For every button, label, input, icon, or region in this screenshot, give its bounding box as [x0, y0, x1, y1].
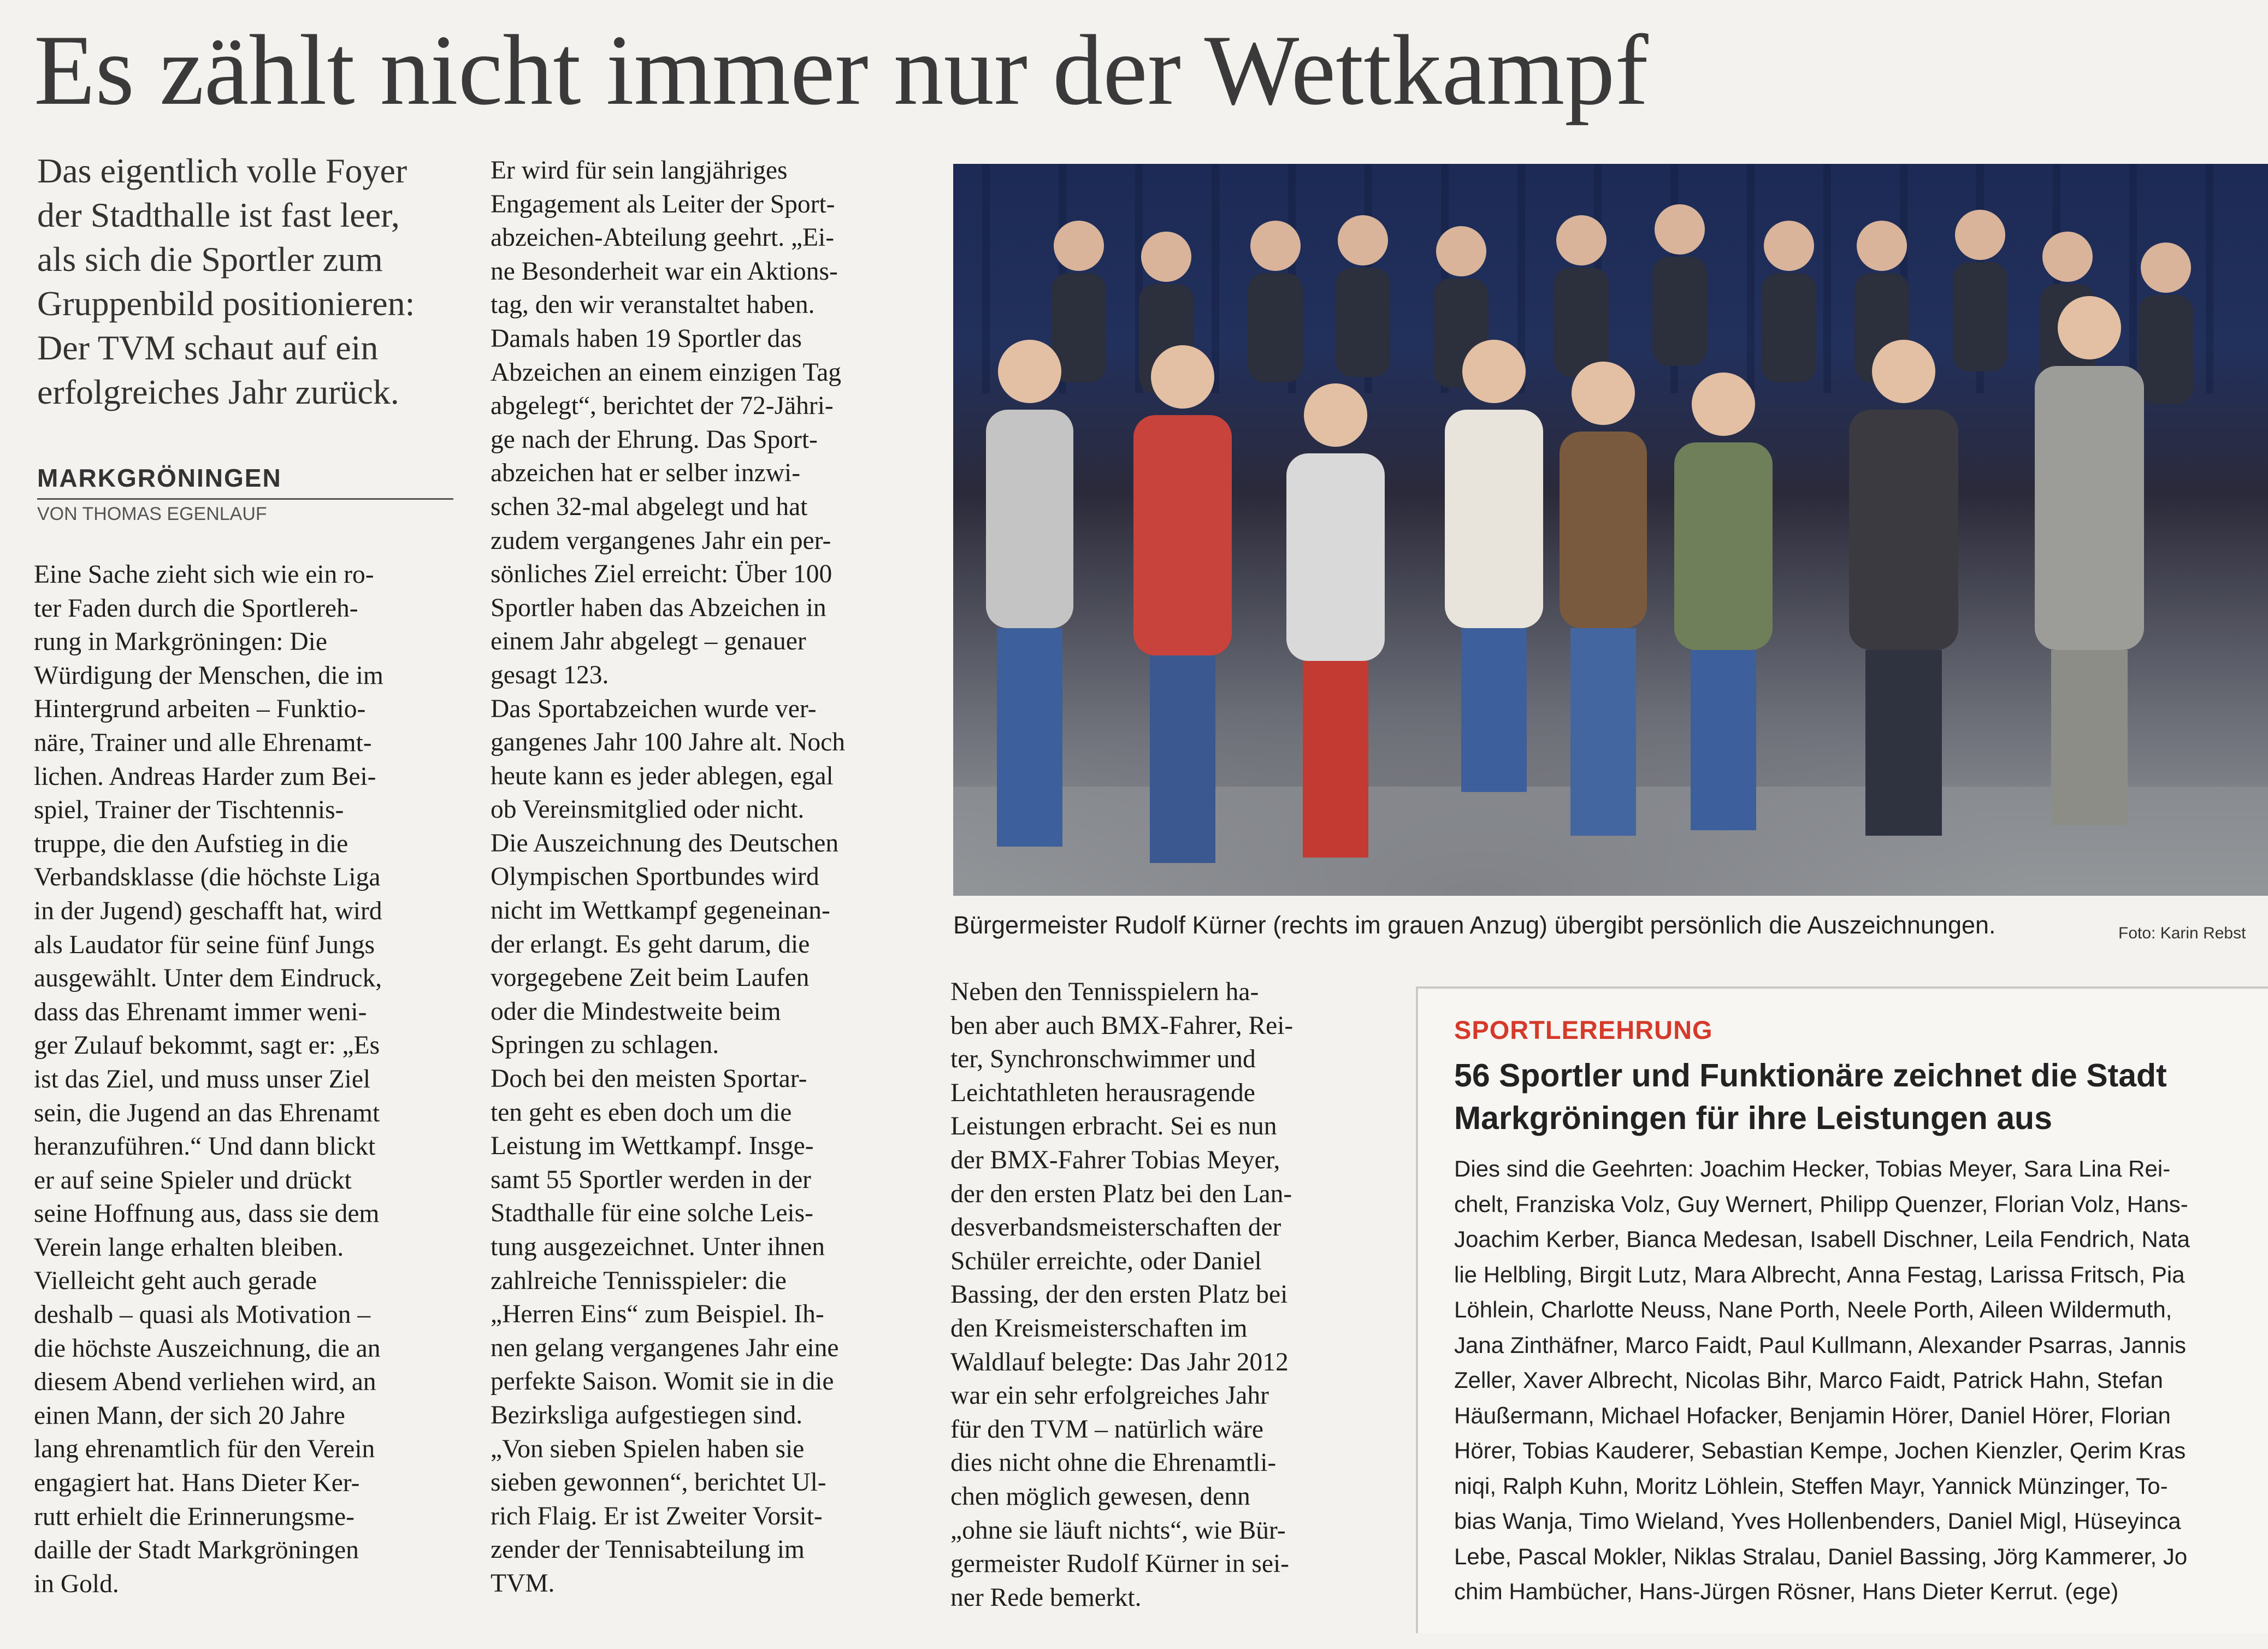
text-line: war ein sehr erfolgreiches Jahr: [950, 1381, 1269, 1410]
text-line: sieben gewonnen“, berichtet Ul-: [491, 1468, 826, 1497]
headline: Es zählt nicht immer nur der Wettkampf: [34, 14, 1649, 126]
text-line: samt 55 Sportler werden in der: [491, 1165, 812, 1194]
text-line: heranzuführen.“ Und dann blickt: [34, 1132, 376, 1161]
group-photo-illustration: [953, 164, 2268, 896]
photo-caption: Bürgermeister Rudolf Kürner (rechts im grauen Anzug) übergibt persönlich die Auszeichnungen.: [953, 911, 1996, 939]
text-line: zudem vergangenes Jahr ein per-: [491, 526, 831, 555]
text-line: nicht im Wettkampf gegeneinan-: [491, 896, 830, 925]
text-line: Bassing, der den ersten Platz bei: [950, 1280, 1288, 1309]
infobox-kicker: SPORTLEREHRUNG: [1454, 1015, 1713, 1044]
text-line: ter, Synchronschwimmer und: [950, 1045, 1256, 1074]
text-line: Löhlein, Charlotte Neuss, Nane Porth, Neele Porth, Aileen Wildermuth,: [1454, 1297, 2172, 1322]
text-line: Er wird für sein langjähriges: [491, 156, 788, 185]
text-line: tung ausgezeichnet. Unter ihnen: [491, 1233, 825, 1261]
text-line: deshalb – quasi als Motivation –: [34, 1301, 371, 1329]
text-line: Hörer, Tobias Kauderer, Sebastian Kempe, Jochen Kienzler, Qerim Kras: [1454, 1438, 2186, 1463]
text-line: perfekte Saison. Womit sie in die: [491, 1367, 834, 1396]
text-line: vorgegebene Zeit beim Laufen: [491, 964, 810, 992]
text-line: als Laudator für seine fünf Jungs: [34, 930, 375, 959]
text-line: ob Vereinsmitglied oder nicht.: [491, 795, 805, 824]
text-line: niqi, Ralph Kuhn, Moritz Löhlein, Steffen Mayr, Yannick Münzinger, To-: [1454, 1473, 2168, 1499]
text-line: ner Rede bemerkt.: [950, 1583, 1142, 1612]
text-line: chelt, Franziska Volz, Guy Wernert, Philipp Quenzer, Florian Volz, Hans-: [1454, 1191, 2188, 1217]
author-byline: VON THOMAS EGENLAUF: [37, 504, 267, 524]
text-line: er auf seine Spieler und drückt: [34, 1166, 352, 1195]
text-line: Hintergrund arbeiten – Funktio-: [34, 695, 366, 724]
text-line: ter Faden durch die Sportlereh-: [34, 594, 358, 623]
text-line: Leichtathleten herausragende: [950, 1078, 1255, 1107]
text-line: gangenes Jahr 100 Jahre alt. Noch: [491, 728, 845, 757]
text-line: den Kreismeisterschaften im: [950, 1314, 1248, 1343]
text-line: TVM.: [491, 1569, 555, 1598]
article-column-3: [950, 976, 1371, 1615]
text-line: desverbandsmeisterschaften der: [950, 1213, 1281, 1242]
text-line: Waldlauf belegte: Das Jahr 2012: [950, 1347, 1289, 1376]
text-line: rutt erhielt die Erinnerungsme-: [34, 1502, 355, 1531]
text-line: „Von sieben Spielen haben sie: [491, 1434, 805, 1463]
text-line: Springen zu schlagen.: [491, 1031, 719, 1060]
text-line: Vielleicht geht auch gerade: [34, 1267, 317, 1296]
intro-text: Das eigentlich volle Foyer der Stadthalle ist fast leer, als sich die Sportler zum Gruppenbild positionieren: Der TVM schaut auf ein erfolgreiches Jahr zurück.: [37, 151, 415, 411]
text-line: rich Flaig. Er ist Zweiter Vorsit-: [491, 1502, 823, 1530]
text-line: Häußermann, Michael Hofacker, Benjamin Hörer, Daniel Hörer, Florian: [1454, 1402, 2171, 1428]
text-line: chim Hambücher, Hans-Jürgen Rösner, Hans Dieter Kerrut. (ege): [1454, 1579, 2119, 1604]
text-line: sönliches Ziel erreicht: Über 100: [491, 560, 832, 589]
text-line: chen möglich gewesen, denn: [950, 1482, 1250, 1511]
text-line: in Gold.: [34, 1569, 119, 1598]
text-line: Jana Zinthäfner, Marco Faidt, Paul Kullmann, Alexander Psarras, Jannis: [1454, 1332, 2187, 1358]
article-column-1: [34, 558, 454, 1601]
text-line: ist das Ziel, und muss unser Ziel: [34, 1065, 371, 1094]
text-line: schen 32-mal abgelegt und hat: [491, 492, 808, 521]
honorees-infobox: [1416, 986, 2268, 1633]
photo-credit: Foto: Karin Rebst: [2118, 924, 2246, 942]
text-line: der den ersten Platz bei den Lan-: [950, 1179, 1292, 1208]
text-line: Damals haben 19 Sportler das: [491, 324, 802, 353]
text-line: Bezirksliga aufgestiegen sind.: [491, 1400, 803, 1429]
text-line: Stadthalle für eine solche Leis-: [491, 1199, 813, 1228]
text-line: „ohne sie läuft nichts“, wie Bür-: [950, 1516, 1286, 1545]
text-line: dass das Ehrenamt immer weni-: [34, 997, 367, 1026]
text-line: einem Jahr abgelegt – genauer: [491, 627, 806, 656]
text-line: rung in Markgröningen: Die: [34, 628, 327, 657]
text-line: ten geht es eben doch um die: [491, 1098, 792, 1127]
text-line: gesagt 123.: [491, 660, 609, 689]
text-line: Sportler haben das Abzeichen in: [491, 593, 826, 622]
text-line: Eine Sache zieht sich wie ein ro-: [34, 560, 374, 589]
text-line: tag, den wir veranstaltet haben.: [491, 291, 815, 320]
text-line: ben aber auch BMX-Fahrer, Rei-: [950, 1011, 1294, 1040]
text-line: Dies sind die Geehrten: Joachim Hecker, Tobias Meyer, Sara Lina Rei-: [1454, 1156, 2171, 1181]
text-line: für den TVM – natürlich wäre: [950, 1415, 1263, 1444]
text-line: Die Auszeichnung des Deutschen: [491, 829, 839, 858]
text-line: Doch bei den meisten Sportar-: [491, 1065, 807, 1094]
text-line: lang ehrenamtlich für den Verein: [34, 1435, 375, 1464]
text-line: näre, Trainer und alle Ehrenamt-: [34, 728, 372, 757]
text-line: seine Hoffnung aus, dass sie dem: [34, 1199, 380, 1228]
text-line: zahlreiche Tennisspieler: die: [491, 1266, 787, 1295]
text-line: der BMX-Fahrer Tobias Meyer,: [950, 1145, 1280, 1174]
text-line: Verbandsklasse (die höchste Liga: [34, 863, 381, 892]
text-line: die höchste Auszeichnung, die an: [34, 1334, 381, 1363]
text-line: diesem Abend verliehen wird, an: [34, 1368, 376, 1397]
text-line: Abzeichen an einem einzigen Tag: [491, 358, 842, 387]
text-line: Zeller, Xaver Albrecht, Nicolas Bihr, Marco Faidt, Patrick Hahn, Stefan: [1454, 1367, 2163, 1393]
text-line: ger Zulauf bekommt, sagt er: „Es: [34, 1031, 380, 1060]
text-line: abgelegt“, berichtet der 72-Jähri-: [491, 392, 834, 421]
text-line: ne Besonderheit war ein Aktions-: [491, 257, 838, 286]
text-line: bias Wanja, Timo Wieland, Yves Hollenbenders, Daniel Migl, Hüseyinca: [1454, 1508, 2181, 1534]
text-line: ausgewählt. Unter dem Eindruck,: [34, 964, 382, 993]
text-line: in der Jugend) geschafft hat, wird: [34, 896, 382, 925]
article-column-2: [491, 154, 911, 1601]
text-line: Leistung im Wettkampf. Insge-: [491, 1132, 814, 1161]
text-line: Joachim Kerber, Bianca Medesan, Isabell Dischner, Leila Fendrich, Nata: [1454, 1226, 2190, 1252]
text-line: heute kann es jeder ablegen, egal: [491, 761, 834, 790]
text-line: oder die Mindestweite beim: [491, 997, 781, 1026]
text-line: der erlangt. Es geht darum, die: [491, 930, 810, 959]
text-line: nen gelang vergangenes Jahr eine: [491, 1333, 839, 1362]
text-line: daille der Stadt Markgröningen: [34, 1536, 359, 1565]
text-line: Das Sportabzeichen wurde ver-: [491, 694, 817, 723]
text-line: einen Mann, der sich 20 Jahre: [34, 1401, 345, 1430]
text-line: Verein lange erhalten bleiben.: [34, 1233, 344, 1262]
text-line: truppe, die den Aufstieg in die: [34, 829, 349, 858]
text-line: sein, die Jugend an das Ehrenamt: [34, 1098, 380, 1127]
text-line: Schüler erreichte, oder Daniel: [950, 1246, 1262, 1275]
text-line: Engagement als Leiter der Sport-: [491, 190, 835, 218]
dateline-divider: [37, 498, 453, 500]
text-line: „Herren Eins“ zum Beispiel. Ih-: [491, 1300, 824, 1329]
infobox-title: 56 Sportler und Funktionäre zeichnet die Stadt Markgröningen für ihre Leistungen aus: [1454, 1057, 2167, 1136]
text-line: lichen. Andreas Harder zum Bei-: [34, 762, 376, 791]
text-line: Leistungen erbracht. Sei es nun: [950, 1112, 1277, 1141]
text-line: Neben den Tennisspielern ha-: [950, 978, 1259, 1006]
text-line: ge nach der Ehrung. Das Sport-: [491, 425, 818, 454]
text-line: zender der Tennisabteilung im: [491, 1535, 805, 1564]
text-line: dies nicht ohne die Ehrenamtli-: [950, 1449, 1277, 1477]
text-line: Lebe, Pascal Mokler, Niklas Stralau, Daniel Bassing, Jörg Kammerer, Jo: [1454, 1543, 2188, 1569]
text-line: Olympischen Sportbundes wird: [491, 862, 819, 891]
text-line: abzeichen hat er selber inzwi-: [491, 459, 801, 488]
text-line: abzeichen-Abteilung geehrt. „Ei-: [491, 223, 835, 252]
honorees-list: [1454, 1151, 2268, 1610]
text-line: lie Helbling, Birgit Lutz, Mara Albrecht, Anna Festag, Larissa Fritsch, Pia: [1454, 1261, 2185, 1287]
dateline: MARKGRÖNINGEN: [37, 464, 282, 492]
text-line: engagiert hat. Hans Dieter Ker-: [34, 1469, 360, 1498]
group-photo: [953, 164, 2268, 896]
text-line: germeister Rudolf Kürner in sei-: [950, 1550, 1289, 1579]
text-line: Würdigung der Menschen, die im: [34, 661, 383, 690]
text-line: spiel, Trainer der Tischtennis-: [34, 796, 344, 825]
